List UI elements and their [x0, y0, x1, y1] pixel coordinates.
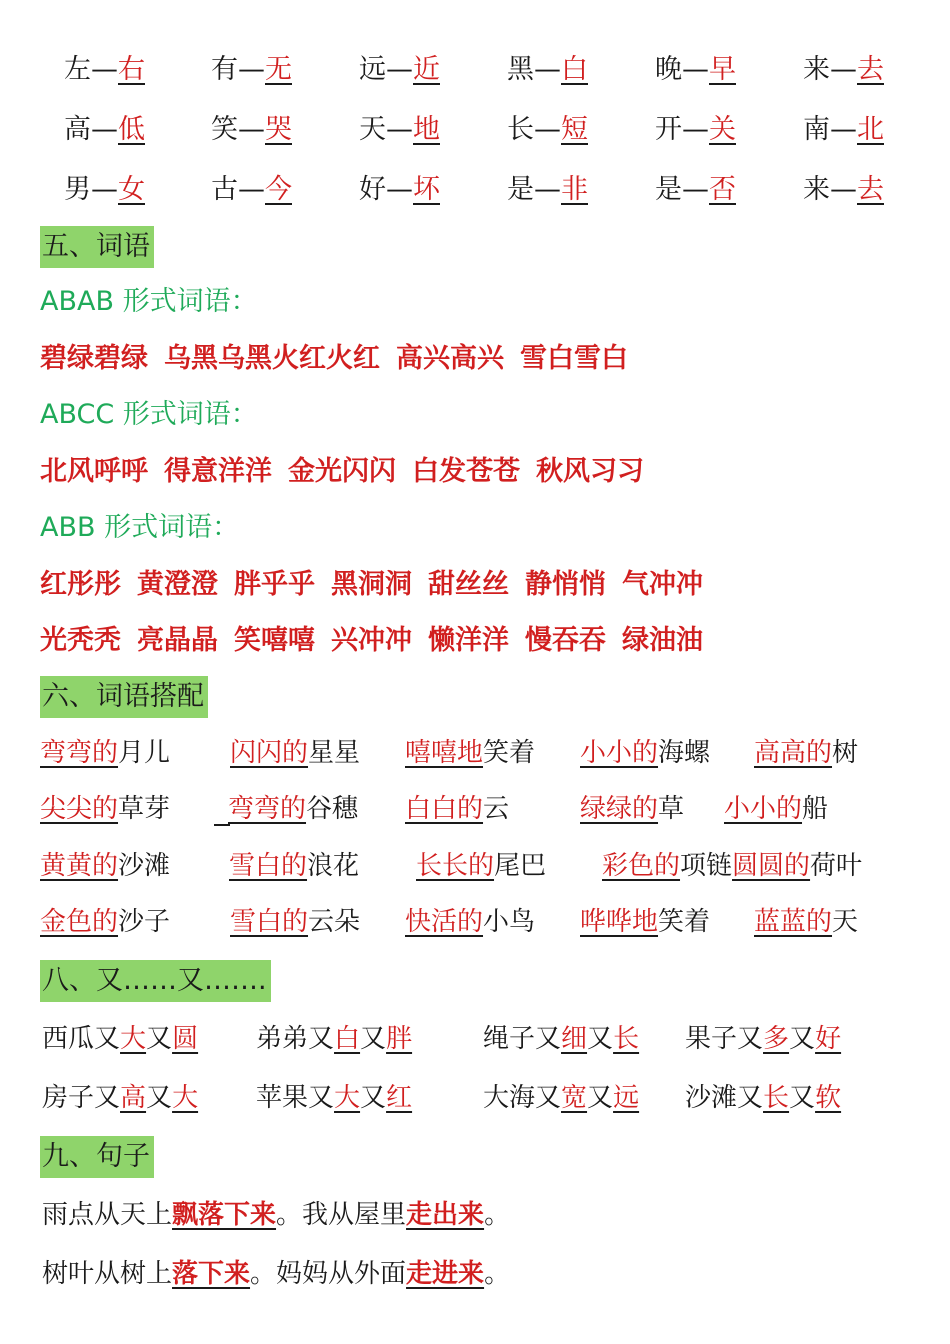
- antonym-word: 有: [211, 54, 238, 85]
- collocation: [405, 792, 509, 826]
- answer: 落下来: [172, 1259, 251, 1289]
- subject: 弟弟: [256, 1024, 309, 1054]
- collocation-answer: 高高的: [754, 738, 833, 768]
- antonym-word: 男: [64, 174, 91, 205]
- collocation: [40, 849, 170, 883]
- dash: —: [91, 114, 118, 145]
- antonym-answer: 早: [709, 54, 736, 85]
- antonym-answer: 短: [561, 114, 588, 145]
- word: 红彤彤: [40, 569, 121, 600]
- collocation: [230, 736, 360, 770]
- collocation-noun: 小鸟: [483, 907, 536, 937]
- antonym-word: 天: [359, 114, 386, 145]
- you-char: 又: [308, 1083, 335, 1113]
- dash: —: [534, 54, 561, 85]
- dash: —: [682, 54, 709, 85]
- collocation-noun: 浪花: [307, 851, 360, 881]
- you-char: 又: [94, 1024, 121, 1054]
- collocation: [754, 736, 858, 770]
- collocation-noun: 树: [832, 738, 859, 768]
- dash: —: [238, 174, 265, 205]
- you-char: 又: [789, 1024, 816, 1054]
- section-5-title: 五、词语: [40, 226, 154, 268]
- collocation-answer: 弯弯的: [228, 794, 307, 824]
- word: 得意洋洋: [164, 456, 272, 487]
- antonym-pair: [803, 52, 884, 88]
- collocation-noun: 笑着: [483, 738, 536, 768]
- antonym-answer: 去: [857, 54, 884, 85]
- you-char: 又: [146, 1024, 173, 1054]
- antonym-answer: 关: [709, 114, 736, 145]
- word: 秋风习习: [536, 456, 644, 487]
- you-you-phrase: [42, 1022, 198, 1056]
- collocation-noun: 尾巴: [494, 851, 547, 881]
- subject: 绳子: [483, 1024, 536, 1054]
- collocation-noun: 天: [832, 907, 859, 937]
- subject: 苹果: [256, 1083, 309, 1113]
- answer: 胖: [386, 1024, 413, 1054]
- antonym-word: 来: [803, 54, 830, 85]
- collocation-noun: 荷叶: [810, 851, 863, 881]
- antonym-answer: 非: [561, 174, 588, 205]
- dash: —: [682, 114, 709, 145]
- you-you-phrase: [256, 1081, 412, 1115]
- text: 。妈妈从外面: [250, 1259, 407, 1289]
- collocation-noun: 月儿: [118, 738, 171, 768]
- antonym-pair: [507, 112, 588, 148]
- dash: —: [534, 174, 561, 205]
- answer: 好: [815, 1024, 842, 1054]
- dash: —: [91, 174, 118, 205]
- antonym-answer: 坏: [413, 174, 440, 205]
- abb-label: ABB 形式词语：: [40, 512, 240, 543]
- subject: 沙滩: [685, 1083, 738, 1113]
- text: 树叶从树上: [42, 1259, 173, 1289]
- text: 。: [484, 1200, 511, 1230]
- answer: 细: [561, 1024, 588, 1054]
- word: 慢吞吞: [525, 625, 606, 656]
- you-char: 又: [146, 1083, 173, 1113]
- antonym-word: 长: [507, 114, 534, 145]
- word: 金光闪闪: [288, 456, 396, 487]
- you-you-phrase: [685, 1081, 841, 1115]
- antonym-answer: 去: [857, 174, 884, 205]
- word: 亮晶晶: [137, 625, 218, 656]
- antonym-answer: 无: [265, 54, 292, 85]
- answer: 远: [613, 1083, 640, 1113]
- collocation-noun: 草芽: [118, 794, 171, 824]
- collocation: [40, 905, 170, 939]
- you-you-phrase: [483, 1022, 639, 1056]
- text: 。: [484, 1259, 511, 1289]
- answer: 宽: [561, 1083, 588, 1113]
- word: 黑洞洞: [331, 569, 412, 600]
- dash: —: [91, 54, 118, 85]
- word: 黄澄澄: [137, 569, 218, 600]
- antonym-word: 是: [655, 174, 682, 205]
- collocation-answer: 圆圆的: [732, 851, 811, 881]
- antonym-word: 左: [64, 54, 91, 85]
- section-8-title: 八、又……又…….: [40, 960, 271, 1002]
- you-char: 又: [737, 1024, 764, 1054]
- collocation-noun: 项链: [680, 851, 733, 881]
- collocation: [580, 905, 710, 939]
- collocation: [416, 849, 546, 883]
- dash: —: [238, 54, 265, 85]
- collocation: [580, 736, 710, 770]
- collocation: [40, 736, 170, 770]
- antonym-word: 是: [507, 174, 534, 205]
- dash: —: [238, 114, 265, 145]
- answer: 大: [334, 1083, 361, 1113]
- text: 。我从屋里: [276, 1200, 407, 1230]
- collocation-noun: 谷穗: [306, 794, 359, 824]
- dash: —: [830, 174, 857, 205]
- antonym-pair: [803, 112, 884, 148]
- answer: 走进来: [406, 1259, 485, 1289]
- you-you-phrase: [483, 1081, 639, 1115]
- you-char: 又: [789, 1083, 816, 1113]
- antonym-pair: [655, 112, 736, 148]
- collocation-noun: 沙滩: [118, 851, 171, 881]
- answer: 大: [120, 1024, 147, 1054]
- you-char: 又: [587, 1024, 614, 1054]
- collocation-answer: 哗哗地: [580, 907, 659, 937]
- antonym-pair: [211, 52, 292, 88]
- dash: —: [830, 114, 857, 145]
- word: 北风呼呼: [40, 456, 148, 487]
- collocation-answer: 长长的: [416, 851, 495, 881]
- you-char: 又: [535, 1083, 562, 1113]
- antonym-pair: [211, 172, 292, 208]
- antonym-answer: 否: [709, 174, 736, 205]
- collocation-answer: 白白的: [405, 794, 484, 824]
- collocation: [230, 905, 360, 939]
- sentence-1: [42, 1198, 510, 1232]
- word: 笑嘻嘻: [234, 625, 315, 656]
- antonym-answer: 女: [118, 174, 145, 205]
- collocation: [40, 792, 170, 826]
- sentence-2: [42, 1257, 510, 1291]
- answer: 高: [120, 1083, 147, 1113]
- you-char: 又: [360, 1024, 387, 1054]
- collocation-answer: 嘻嘻地: [405, 738, 484, 768]
- answer: 走出来: [406, 1200, 485, 1230]
- word: 光秃秃: [40, 625, 121, 656]
- answer: 长: [613, 1024, 640, 1054]
- antonym-answer: 地: [413, 114, 440, 145]
- collocation: [405, 736, 535, 770]
- you-you-phrase: [685, 1022, 841, 1056]
- you-char: 又: [308, 1024, 335, 1054]
- answer: 大: [172, 1083, 199, 1113]
- collocation-noun: 船: [802, 794, 829, 824]
- you-char: 又: [94, 1083, 121, 1113]
- collocation-noun: 云朵: [308, 907, 361, 937]
- antonym-answer: 今: [265, 174, 292, 205]
- collocation: [229, 849, 359, 883]
- collocation-noun: 星星: [308, 738, 361, 768]
- antonym-pair: [64, 172, 145, 208]
- antonym-pair: [507, 52, 588, 88]
- antonym-pair: [655, 172, 736, 208]
- collocation-answer: 绿绿的: [580, 794, 659, 824]
- abb-words-row-1: [40, 566, 719, 604]
- collocation: [405, 905, 535, 939]
- antonym-answer: 低: [118, 114, 145, 145]
- word: 绿油油: [622, 625, 703, 656]
- answer: 飘落下来: [172, 1200, 277, 1230]
- subject: 果子: [685, 1024, 738, 1054]
- dash: —: [386, 174, 413, 205]
- subject: 大海: [483, 1083, 536, 1113]
- dash: —: [386, 114, 413, 145]
- collocation: [214, 792, 358, 826]
- collocation-answer: 小小的: [580, 738, 659, 768]
- antonym-word: 南: [803, 114, 830, 145]
- word: 静悄悄: [525, 569, 606, 600]
- antonym-pair: [359, 112, 440, 148]
- antonym-answer: 哭: [265, 114, 292, 145]
- collocation: [754, 905, 858, 939]
- collocation-noun: 沙子: [118, 907, 171, 937]
- antonym-answer: 右: [118, 54, 145, 85]
- antonym-word: 开: [655, 114, 682, 145]
- collocation-answer: 小小的: [724, 794, 803, 824]
- antonym-pair: [64, 52, 145, 88]
- antonym-answer: 近: [413, 54, 440, 85]
- word: 甜丝丝: [428, 569, 509, 600]
- collocation: [580, 792, 684, 826]
- word: 高兴高兴: [396, 343, 504, 374]
- subject: 西瓜: [42, 1024, 95, 1054]
- abab-label: ABAB 形式词语：: [40, 286, 258, 317]
- section-6-title: 六、词语搭配: [40, 676, 208, 718]
- abab-words: [40, 340, 644, 378]
- antonym-word: 古: [211, 174, 238, 205]
- antonym-word: 好: [359, 174, 386, 205]
- antonym-pair: [359, 172, 440, 208]
- abcc-label: ABCC 形式词语：: [40, 399, 258, 430]
- you-you-phrase: [256, 1022, 412, 1056]
- collocation-answer: 黄黄的: [40, 851, 119, 881]
- antonym-word: 笑: [211, 114, 238, 145]
- word: 白发苍苍: [412, 456, 520, 487]
- antonym-pair: [211, 112, 292, 148]
- answer: 长: [763, 1083, 790, 1113]
- collocation-noun: 海螺: [658, 738, 711, 768]
- collocation-answer: 尖尖的: [40, 794, 119, 824]
- antonym-pair: [64, 112, 145, 148]
- word: 碧绿碧绿: [40, 343, 148, 374]
- collocation: [724, 792, 828, 826]
- word: 雪白雪白: [520, 343, 628, 374]
- answer: 软: [815, 1083, 842, 1113]
- dash: —: [534, 114, 561, 145]
- antonym-pair: [359, 52, 440, 88]
- answer: 圆: [172, 1024, 199, 1054]
- answer: 白: [334, 1024, 361, 1054]
- antonym-pair: [655, 52, 736, 88]
- collocation-answer: 彩色的: [602, 851, 681, 881]
- you-char: 又: [360, 1083, 387, 1113]
- word: 乌黑乌黑火红火红: [164, 343, 380, 374]
- antonym-word: 黑: [507, 54, 534, 85]
- collocation-noun: 草: [658, 794, 685, 824]
- you-you-phrase: [42, 1081, 198, 1115]
- collocation-answer: 雪白的: [230, 907, 309, 937]
- dash: —: [830, 54, 857, 85]
- collocation-answer: 闪闪的: [230, 738, 309, 768]
- word: 胖乎乎: [234, 569, 315, 600]
- abb-words-row-2: [40, 622, 719, 660]
- you-char: 又: [535, 1024, 562, 1054]
- antonym-pair: [803, 172, 884, 208]
- abcc-words: [40, 453, 660, 491]
- collocation-answer: 蓝蓝的: [754, 907, 833, 937]
- collocation-noun: 笑着: [658, 907, 711, 937]
- antonym-word: 晚: [655, 54, 682, 85]
- section-9-title: 九、句子: [40, 1136, 154, 1178]
- subject: 房子: [42, 1083, 95, 1113]
- answer: 多: [763, 1024, 790, 1054]
- collocation-answer: 弯弯的: [40, 738, 119, 768]
- antonym-answer: 北: [857, 114, 884, 145]
- you-char: 又: [587, 1083, 614, 1113]
- collocation: [602, 849, 862, 883]
- collocation-noun: 云: [483, 794, 510, 824]
- text: 雨点从天上: [42, 1200, 173, 1230]
- antonym-word: 远: [359, 54, 386, 85]
- dash: —: [386, 54, 413, 85]
- collocation-answer: 金色的: [40, 907, 119, 937]
- word: 懒洋洋: [428, 625, 509, 656]
- answer: 红: [386, 1083, 413, 1113]
- you-char: 又: [737, 1083, 764, 1113]
- antonym-answer: 白: [561, 54, 588, 85]
- word: 兴冲冲: [331, 625, 412, 656]
- collocation-answer: 快活的: [405, 907, 484, 937]
- word: 气冲冲: [622, 569, 703, 600]
- antonym-pair: [507, 172, 588, 208]
- antonym-word: 高: [64, 114, 91, 145]
- antonym-word: 来: [803, 174, 830, 205]
- collocation-answer: 雪白的: [229, 851, 308, 881]
- dash: —: [682, 174, 709, 205]
